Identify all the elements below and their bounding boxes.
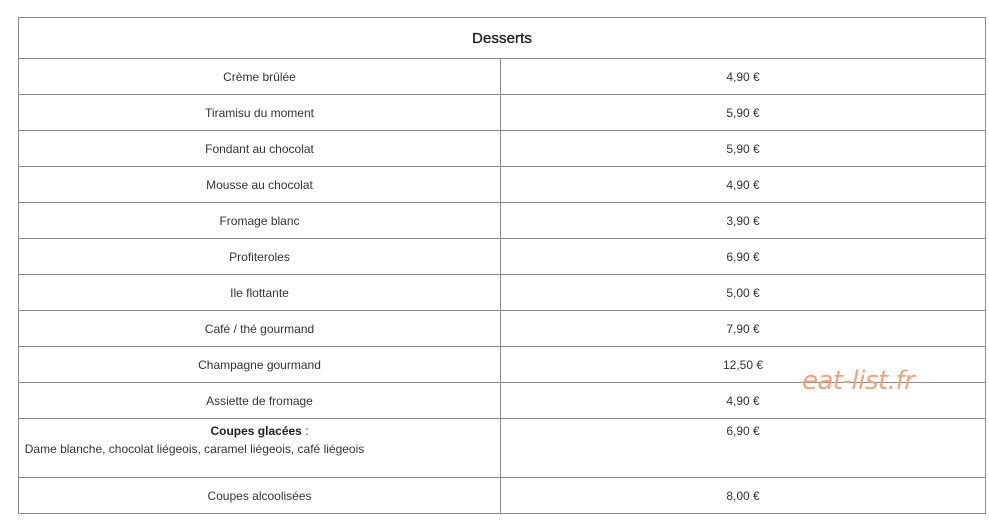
menu-row	[19, 203, 986, 239]
item-price: 3,90 €	[501, 203, 986, 239]
item-price: 7,90 €	[501, 311, 986, 347]
item-name: Crème brûlée	[19, 59, 501, 95]
item-name: Coupes alcoolisées	[19, 478, 501, 514]
menu-row	[19, 275, 986, 311]
coupes-glacees-cell	[19, 419, 501, 478]
item-name: Champagne gourmand	[19, 347, 501, 383]
item-price: 6,90 €	[501, 239, 986, 275]
item-price: 5,90 €	[501, 95, 986, 131]
item-name: Fromage blanc	[19, 203, 501, 239]
menu-row	[19, 478, 986, 514]
dessert-menu-table	[18, 17, 986, 514]
item-price: 5,90 €	[501, 131, 986, 167]
menu-row	[19, 131, 986, 167]
item-name: Profiteroles	[19, 239, 501, 275]
coupes-glacees-description: Dame blanche, chocolat liégeois, caramel liégeois, café liégeois	[24, 442, 365, 456]
item-name: Mousse au chocolat	[19, 167, 501, 203]
menu-row	[19, 95, 986, 131]
item-price: 8,00 €	[501, 478, 986, 514]
coupes-glacees-title-text: Coupes glacées	[210, 424, 302, 438]
menu-title: Desserts	[19, 18, 986, 59]
item-name: Café / thé gourmand	[19, 311, 501, 347]
menu-row	[19, 59, 986, 95]
menu-row	[19, 311, 986, 347]
item-price: 6,90 €	[501, 419, 986, 478]
item-price: 4,90 €	[501, 59, 986, 95]
watermark-logo: eat-list.fr	[802, 366, 915, 396]
item-price: 4,90 €	[501, 167, 986, 203]
item-price: 5,00 €	[501, 275, 986, 311]
menu-row-coupes-glacees	[19, 419, 986, 478]
menu-row	[19, 239, 986, 275]
menu-header-row	[19, 18, 986, 59]
item-price: 4,90 €	[501, 383, 986, 419]
item-name: Tiramisu du moment	[19, 95, 501, 131]
item-price: 12,50 €	[501, 347, 986, 383]
coupes-glacees-title	[19, 424, 500, 438]
item-name: Ile flottante	[19, 275, 501, 311]
item-name: Assiette de fromage	[19, 383, 501, 419]
coupes-glacees-colon: :	[301, 424, 309, 438]
item-name: Fondant au chocolat	[19, 131, 501, 167]
menu-row	[19, 167, 986, 203]
